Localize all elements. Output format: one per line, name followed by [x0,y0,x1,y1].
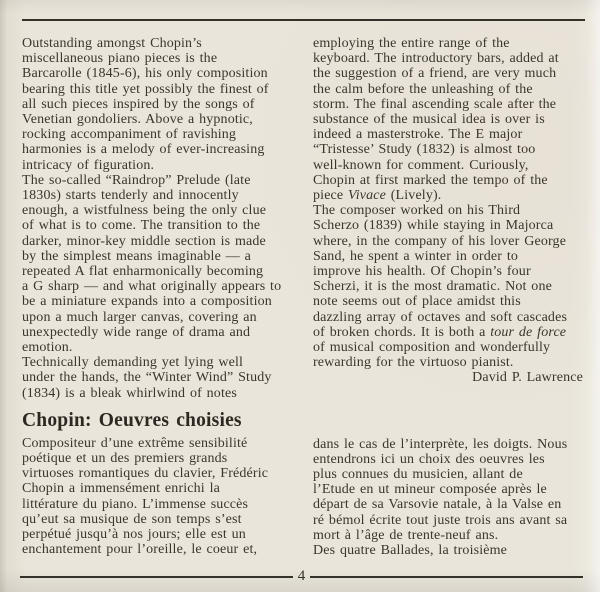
footer-rule-right-segment [310,576,583,578]
text-line: dazzling array of octaves and soft cascades [313,309,568,325]
text-line: emotion. [22,340,73,356]
text-line: ré bémol écrite tout juste trois ans avant sa [313,512,568,528]
text-line: rocking accompaniment of ravishing [22,127,237,143]
text-line: littérature du piano. L’immense succès [22,496,249,512]
text-line: “Tristesse’ Study (1832) is almost too [313,142,536,158]
paragraph [313,543,585,558]
text-line: enough, a wistfulness being the only clue [22,203,267,219]
text-line: plus connues du musicien, allant de [313,467,523,483]
text-line: be a miniature expands into a composition [22,294,272,310]
section-heading: Chopin: Oeuvres choisies [22,409,242,431]
text-line: virtuoses romantiques du clavier, Frédéric [22,466,269,482]
right-french-text [313,437,585,559]
text-line: a G sharp — and what originally appears to [22,279,282,295]
left-french-text [22,436,294,558]
page-number: 4 [297,568,306,584]
text-line: mort à l’âge de trente-neuf ans. [313,527,499,543]
top-rule [22,19,585,21]
text-line: poétique et un des premiers grands [22,451,228,467]
paragraph [22,355,294,401]
text-line: of what is to come. The transition to the [22,218,261,234]
text-line: rewarding for the virtuoso pianist. [313,355,514,371]
text-line: dans le cas de l’interprète, les doigts. Nous [313,436,568,452]
text-line: well-known for comment. Curiously, [313,157,529,173]
text-line: of broken chords. It is both a tour de force [313,324,567,340]
right-column [313,36,585,558]
text-line: miscellaneous piano pieces is the [22,51,218,67]
text-line: the suggestion of a friend, are very much [313,66,557,82]
text-line: the calm before the unleashing of the [313,81,533,97]
footer-rule [20,570,583,584]
text-line: l’Etude en ut mineur composée après le [313,482,547,498]
text-line: Chopin a immensément enrichi la [22,481,221,497]
text-line: where, in the company of his lover George [313,233,567,249]
text-line: keyboard. The introductory bars, added at [313,51,559,67]
right-english-text [313,36,585,370]
text-line: substance of the musical idea is over is [313,112,545,128]
text-line: employing the entire range of the [313,36,510,51]
paragraph [22,36,294,173]
text-line: qu’eut sa musique de son temps s’est [22,511,242,527]
text-line: indeed a masterstroke. The E major [313,127,523,143]
text-line: entendrons ici un choix des oeuvres les [313,451,545,467]
paragraph [313,36,585,203]
text-line: Compositeur d’une extrême sensibilité [22,435,248,451]
text-line: Des quatre Ballades, la troisième [313,543,508,559]
text-line: under the hands, the “Winter Wind” Study [22,370,272,386]
text-line: bearing this title yet possibly the finest of [22,81,269,97]
text-line: 1830s) starts tenderly and innocently [22,188,239,204]
footer-rule-left-segment [20,576,293,578]
text-line: Technically demanding yet lying well [22,355,244,371]
text-line: harmonies is a melody of ever-increasing [22,142,265,158]
text-line: Venetian gondoliers. Above a hypnotic, [22,112,253,128]
text-line: Chopin at first marked the tempo of the [313,172,548,188]
text-line: (1834) is a bleak whirlwind of notes [22,385,237,401]
text-line: Barcarolle (1845-6), his only composition [22,66,268,82]
paragraph [313,203,585,370]
text-line: improve his health. Of Chopin’s four [313,264,531,280]
text-line: all such pieces inspired by the songs of [22,96,255,112]
text-line: piece Vivace (Lively). [313,188,442,204]
text-line: unexpectedly wide range of drama and [22,324,251,340]
left-column [22,36,294,558]
text-line: darker, minor-key middle section is made [22,233,266,249]
text-line: repeated A flat enharmonically becoming [22,264,264,280]
paragraph [22,173,294,355]
text-line: The so-called “Raindrop” Prelude (late [22,172,251,188]
text-line: Scherzi, it is the most dramatic. Not one [313,279,552,295]
text-line: upon a much larger canvas, covering an [22,309,257,325]
text-line: of musical composition and wonderfully [313,340,551,356]
text-line: départ de sa Varsovie natale, à la Valse en [313,497,562,513]
text-line: note seems out of place amidst this [313,294,521,310]
text-line: intricacy of figuration. [22,157,155,173]
text-line: Sand, he spent a winter in order to [313,248,519,264]
text-line: Outstanding amongst Chopin’s [22,36,202,51]
text-line: storm. The final ascending scale after the [313,96,557,112]
text-line: The composer worked on his Third [313,203,521,219]
paragraph [313,437,585,543]
byline: David P. Lawrence [472,370,583,386]
text-line: by the simplest means imaginable — a [22,248,251,264]
paragraph [22,436,294,558]
text-line: Scherzo (1839) while staying in Majorca [313,218,554,234]
text-line: perpétué jusqu’à nos jours; elle est un [22,527,246,543]
left-english-text [22,36,294,401]
text-line: enchantement pour l’oreille, le coeur et, [22,542,258,558]
